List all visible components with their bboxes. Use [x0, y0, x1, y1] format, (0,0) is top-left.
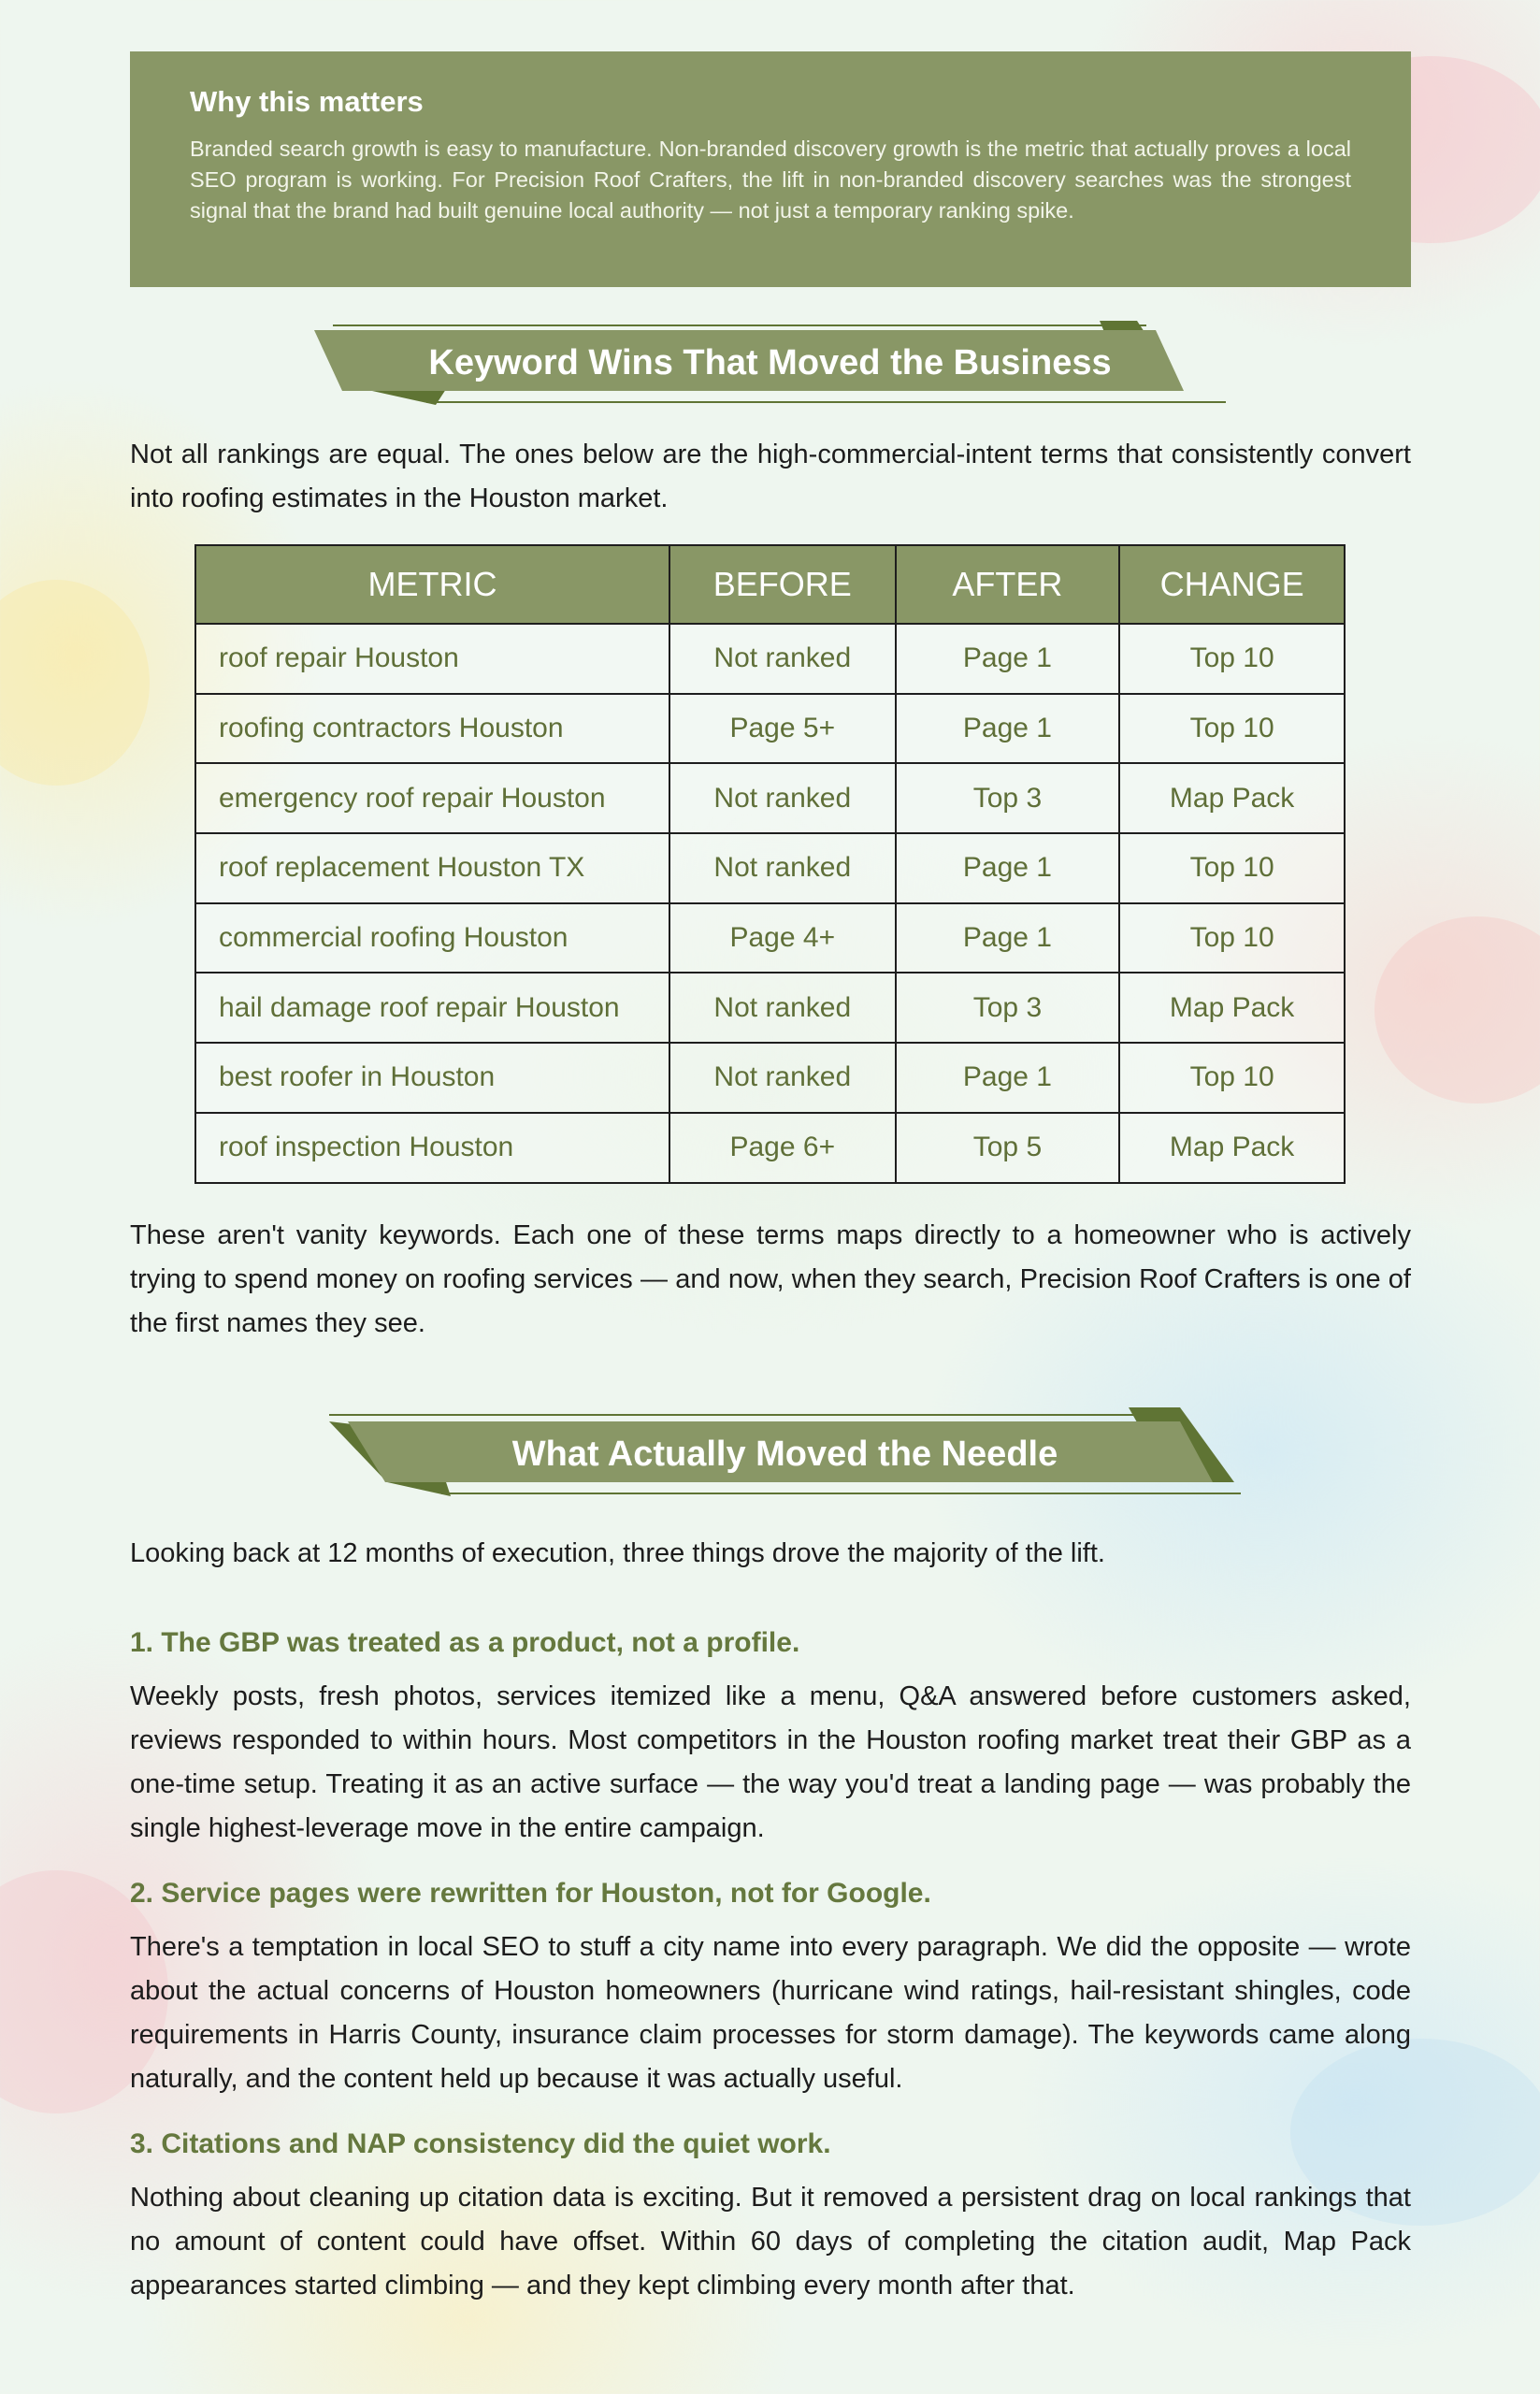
- section-title: Keyword Wins That Moved the Business: [428, 342, 1112, 382]
- after-cell: Top 3: [896, 973, 1120, 1043]
- point-body: Weekly posts, fresh photos, services itemized like a menu, Q&A answered before customers asked, reviews responded to within hours. Most competitors in the Houston roofing market treat their GBP as a one-time setup. Treating it as an active surface — the way you'd treat a landing page — was probably the single highest-leverage move in the entire campaign.: [130, 1681, 1411, 1843]
- table-row: [195, 903, 1345, 973]
- before-cell: Not ranked: [669, 624, 896, 694]
- section-intro: Looking back at 12 months of execution, three things drove the majority of the lift.: [130, 1538, 1105, 1568]
- before-cell: Page 4+: [669, 903, 896, 973]
- floral-background-decoration: [0, 580, 150, 786]
- before-cell: Not ranked: [669, 833, 896, 903]
- after-cell: Top 3: [896, 763, 1120, 833]
- keyword-cell: emergency roof repair Houston: [195, 763, 669, 833]
- point-heading: 3. Citations and NAP consistency did the quiet work.: [130, 2128, 831, 2159]
- after-cell: Page 1: [896, 903, 1120, 973]
- section-title: What Actually Moved the Needle: [511, 1434, 1058, 1474]
- table-row: [195, 1113, 1345, 1183]
- floral-background-decoration: [1374, 916, 1540, 1103]
- table-row: [195, 973, 1345, 1043]
- change-cell: Top 10: [1119, 903, 1345, 973]
- keyword-rankings-table: [194, 544, 1346, 1184]
- after-cell: Page 1: [896, 694, 1120, 764]
- change-cell: Map Pack: [1119, 763, 1345, 833]
- section-banner-keyword-wins: [314, 316, 1226, 410]
- before-cell: Page 5+: [669, 694, 896, 764]
- table-row: [195, 1043, 1345, 1113]
- point-heading: 2. Service pages were rewritten for Houston, not for Google.: [130, 1878, 931, 1909]
- keyword-cell: hail damage roof repair Houston: [195, 973, 669, 1043]
- table-row: [195, 624, 1345, 694]
- before-cell: Page 6+: [669, 1113, 896, 1183]
- change-cell: Top 10: [1119, 694, 1345, 764]
- change-cell: Map Pack: [1119, 973, 1345, 1043]
- after-cell: Page 1: [896, 833, 1120, 903]
- callout-title: Why this matters: [190, 85, 424, 118]
- column-header: CHANGE: [1119, 545, 1345, 624]
- table-header-row: [195, 545, 1345, 624]
- after-cell: Page 1: [896, 624, 1120, 694]
- change-cell: Top 10: [1119, 1043, 1345, 1113]
- keyword-cell: best roofer in Houston: [195, 1043, 669, 1113]
- after-cell: Top 5: [896, 1113, 1120, 1183]
- keyword-cell: roof replacement Houston TX: [195, 833, 669, 903]
- keyword-cell: roof repair Houston: [195, 624, 669, 694]
- point-body: Nothing about cleaning up citation data is exciting. But it removed a persistent drag on local rankings that no amount of content could have offset. Within 60 days of completing the citation audit, Map Pack appearances started climbing — and they kept climbing every month after that.: [130, 2183, 1411, 2300]
- callout-body: Branded search growth is easy to manufacture. Non-branded discovery growth is the metric that actually proves a local SEO program is working. For Precision Roof Crafters, the lift in non-branded discovery searches was the strongest signal that the brand had built genuine local authority — not just a temporary ranking spike.: [190, 137, 1351, 223]
- keyword-cell: commercial roofing Houston: [195, 903, 669, 973]
- before-cell: Not ranked: [669, 763, 896, 833]
- point-heading: 1. The GBP was treated as a product, not a profile.: [130, 1627, 800, 1658]
- table-row: [195, 694, 1345, 764]
- section-outro: These aren't vanity keywords. Each one of these terms maps directly to a homeowner who is actively trying to spend money on roofing services — and now, when they search, Precision Roof Crafters is one of the first names they see.: [130, 1220, 1411, 1338]
- column-header: AFTER: [896, 545, 1120, 624]
- column-header: BEFORE: [669, 545, 896, 624]
- table-row: [195, 763, 1345, 833]
- why-this-matters-callout: [130, 51, 1411, 287]
- section-banner-moved-the-needle: [329, 1407, 1241, 1501]
- keyword-cell: roofing contractors Houston: [195, 694, 669, 764]
- before-cell: Not ranked: [669, 973, 896, 1043]
- change-cell: Map Pack: [1119, 1113, 1345, 1183]
- table-row: [195, 833, 1345, 903]
- point-body: There's a temptation in local SEO to stuff a city name into every paragraph. We did the opposite — wrote about the actual concerns of Houston homeowners (hurricane wind ratings, hail-resistant shingles, code requirements in Harris County, insurance claim processes for storm damage). The keywords came along naturally, and the content held up because it was actually useful.: [130, 1932, 1411, 2094]
- keyword-cell: roof inspection Houston: [195, 1113, 669, 1183]
- before-cell: Not ranked: [669, 1043, 896, 1113]
- change-cell: Top 10: [1119, 833, 1345, 903]
- section-intro: Not all rankings are equal. The ones below are the high-commercial-intent terms that consistently convert into roofing estimates in the Houston market.: [130, 440, 1411, 513]
- change-cell: Top 10: [1119, 624, 1345, 694]
- after-cell: Page 1: [896, 1043, 1120, 1113]
- column-header: METRIC: [195, 545, 669, 624]
